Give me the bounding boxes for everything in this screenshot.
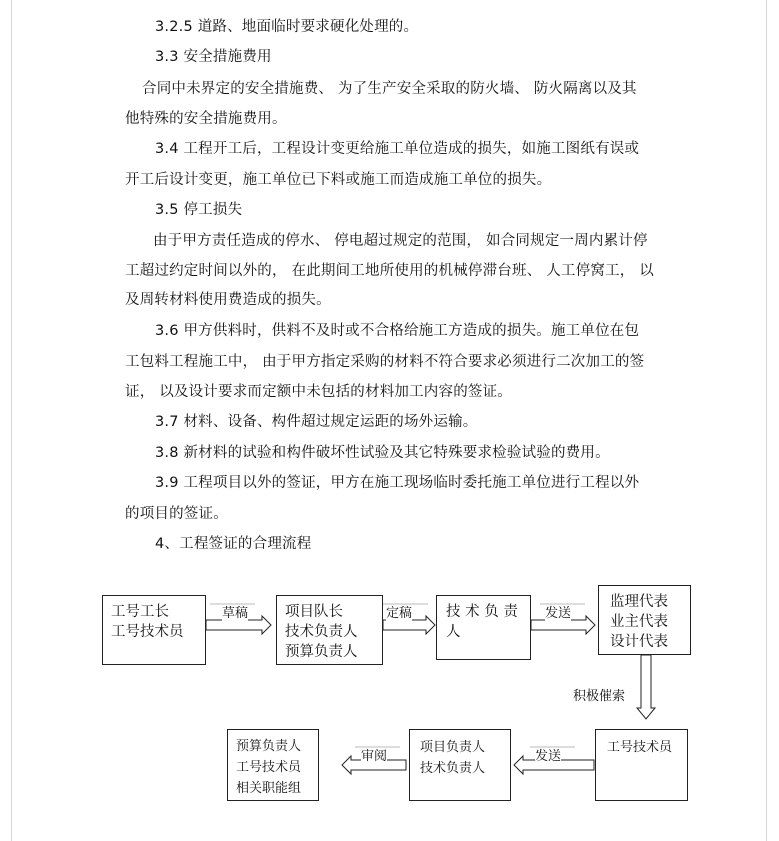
flow-box-text: 人 [446,624,461,640]
arrow-urge [637,655,655,719]
paragraph-line: 工超过约定时间以外的， 在此期间工地所使用的机械停滞台班、 人工停窝工， 以 [125,263,654,279]
flow-box-text: 工号技术员 [607,740,673,755]
flow-box-technical-lead [436,595,531,660]
paragraph-line: 的项目的签证。 [125,506,228,522]
paragraph-line: 及周转材料使用费造成的损失。 [125,292,331,308]
flow-box-project-leads [409,729,511,801]
flow-box-text: 技术负责人 [285,624,358,640]
flow-box-project-team [276,595,383,665]
flow-box-supervisors [598,585,691,655]
clause-3-7: 3.7 材料、设备、构件超过规定运距的场外运输。 [155,414,478,430]
flow-box-text: 技 术 负 责 [446,604,518,620]
clause-3-9: 3.9 工程项目以外的签证，甲方在施工现场临时委托施工单位进行工程以外 [155,475,640,491]
arrow-label-final: 定稿 [386,606,413,621]
flow-box-text: 设计代表 [610,634,668,650]
paragraph-line: 开工后设计变更，施工单位已下料或施工而造成施工单位的损失。 [125,172,552,188]
heading-4: 4、工程签证的合理流程 [155,536,312,552]
clause-3-6: 3.6 甲方供料时，供料不及时或不合格给施工方造成的损失。施工单位在包 [155,323,640,339]
clause-3-2-5: 3.2.5 道路、地面临时要求硬化处理的。 [155,19,419,35]
flow-box-text: 技术负责人 [420,761,486,776]
clause-3-8: 3.8 新材料的试验和构件破坏性试验及其它特殊要求检验试验的费用。 [155,445,610,461]
flow-box-budget-group [227,729,319,801]
arrow-label-send-2: 发送 [535,749,562,764]
heading-3-3: 3.3 安全措施费用 [155,49,272,65]
flow-box-text: 业主代表 [610,614,668,630]
arrow-label-urge: 积极催索 [573,689,626,704]
flow-box-text: 预算负责人 [285,644,358,660]
paragraph-line: 证， 以及设计要求而定额中未包括的材料加工内容的签证。 [125,384,513,400]
flow-box-text: 工号技术员 [236,760,302,775]
paragraph-line: 由于甲方责任造成的停水、 停电超过规定的范围， 如合同规定一周内累计停 [153,233,648,249]
clause-3-4: 3.4 工程开工后，工程设计变更给施工单位造成的损失，如施工图纸有误或 [155,141,640,157]
paragraph-line: 工包料工程施工中， 由于甲方指定采购的材料不符合要求必须进行二次加工的签 [125,354,645,370]
flow-box-text: 监理代表 [610,594,668,610]
flow-box-text: 工号技术员 [111,624,184,640]
flow-box-text: 工号工长 [111,604,169,620]
paragraph-line: 他特殊的安全措施费用。 [125,111,287,127]
arrow-label-draft: 草稿 [222,606,249,621]
flow-box-text: 项目队长 [285,604,343,620]
flow-box-text: 相关职能组 [236,781,302,796]
flow-box-foreman [102,595,206,665]
flow-box-work-tech [595,729,688,801]
arrow-label-review: 审阅 [361,749,388,764]
paragraph-line: 合同中未界定的安全措施费、 为了生产安全采取的防火墙、 防火隔离以及其 [142,81,637,97]
flow-box-text: 项目负责人 [420,740,486,755]
flow-box-text: 预算负责人 [236,739,302,754]
arrow-label-send-1: 发送 [545,606,572,621]
heading-3-5: 3.5 停工损失 [155,202,243,218]
